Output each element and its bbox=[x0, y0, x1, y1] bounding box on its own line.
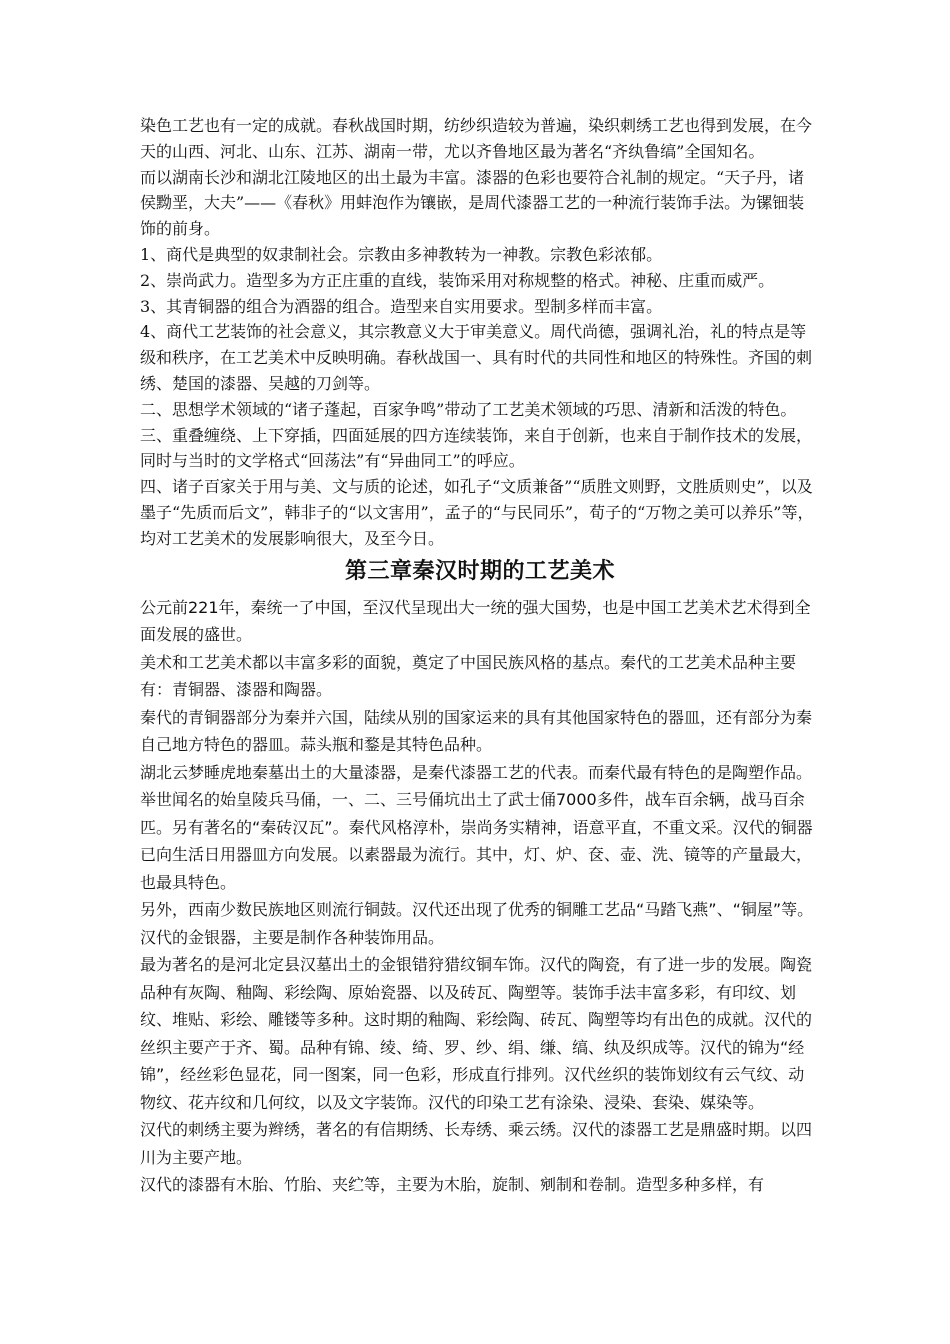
list-item: 2、崇尚武力。造型多为方正庄重的直线，装饰采用对称规整的格式。神秘、庄重而威严。 bbox=[140, 270, 775, 290]
paragraph: 汉代的漆器有木胎、竹胎、夹纻等，主要为木胎，旋制、剜制和卷制。造型多种多样，有 bbox=[140, 1175, 765, 1195]
paragraph: 汉代的刺绣主要为辫绣，著名的有信期绣、长寿绣、乘云绣。汉代的漆器工艺是鼎盛时期。以四川为主要产地。 bbox=[140, 1120, 813, 1167]
list-item: 4、商代工艺装饰的社会意义，其宗教意义大于审美意义。周代尚德，强调礼治，礼的特点是等级和秩序，在工艺美术中反映明确。春秋战国一、具有时代的共同性和地区的特殊性。齐国的刺绣、楚国的漆器、吴越的刀剑等。 bbox=[140, 322, 813, 393]
section-pre-chapter bbox=[140, 113, 820, 552]
list-item: 二、思想学术领域的“诸子蓬起，百家争鸣”带动了工艺美术领域的巧思、清新和活泼的特色。 bbox=[140, 399, 797, 419]
paragraph: 最为著名的是河北定县汉墓出土的金银错狩猎纹铜车饰。汉代的陶瓷，有了进一步的发展。陶瓷品种有灰陶、釉陶、彩绘陶、原始瓷器、以及砖瓦、陶塑等。装饰手法丰富多彩，有印纹、划纹、堆贴、彩绘、雕镂等多种。这时期的釉陶、彩绘陶、砖瓦、陶塑等均有出色的成就。汉代的丝织主要产于齐、蜀。品种有锦、绫、绮、罗、纱、绢、缣、缟、纨及织成等。汉代的锦为“经锦”，经丝彩色显花，同一图案，同一色彩，形成直行排列。汉代丝织的装饰划纹有云气纹、动物纹、花卉纹和几何纹，以及文字装饰。汉代的印染工艺有涂染、浸染、套染、媒染等。 bbox=[140, 955, 813, 1112]
paragraph: 而以湖南长沙和湖北江陵地区的出土最为丰富。漆器的色彩也要符合礼制的规定。“天子丹，诸侯黝垩，大夫”——《春秋》用蚌泡作为镶嵌，是周代漆器工艺的一种流行装饰手法。为镙钿装饰的前身。 bbox=[140, 167, 805, 239]
list-item: 3、其青铜器的组合为酒器的组合。造型来自实用要求。型制多样而丰富。 bbox=[140, 296, 663, 316]
list-item: 三、重叠缠绕、上下穿插，四面延展的四方连续装饰，来自于创新，也来自于制作技术的发展，同时与当时的文学格式“回荡法”有“异曲同工”的呼应。 bbox=[140, 425, 813, 471]
list-item: 四、诸子百家关于用与美、文与质的论述，如孔子“文质兼备”“质胜文则野，文胜质则史”，以及墨子“先质而后文”，韩非子的“以文害用”，孟子的“与民同乐”，荀子的“万物之美可以养乐”等，均对工艺美术的发展影响很大，及至今日。 bbox=[140, 477, 814, 548]
paragraph: 湖北云梦睡虎地秦墓出土的大量漆器，是秦代漆器工艺的代表。而秦代最有特色的是陶塑作品。举世闻名的始皇陵兵马俑，一、二、三号俑坑出土了武士俑7000多件，战车百余辆，战马百余匹。另有著名的“秦砖汉瓦”。秦代风格淳朴，崇尚务实精神，语意平直，不重文采。汉代的铜器已向生活日用器皿方向发展。以素器最为流行。其中，灯、炉、奁、壶、洗、镜等的产量最大，也最具特色。 bbox=[140, 762, 813, 892]
section-chapter-3 bbox=[140, 594, 820, 1199]
chapter-title: 第三章秦汉时期的工艺美术 bbox=[344, 557, 615, 584]
document-page bbox=[140, 113, 820, 1199]
paragraph: 染色工艺也有一定的成就。春秋战国时期，纺纱织造较为普遍，染织刺绣工艺也得到发展，在今天的山西、河北、山东、江苏、湖南一带，尤以齐鲁地区最为著名“齐纨鲁缟”全国知名。 bbox=[140, 116, 813, 161]
paragraph: 另外，西南少数民族地区则流行铜鼓。汉代还出现了优秀的铜雕工艺品“马踏飞燕”、“铜屋”等。汉代的金银器，主要是制作各种装饰用品。 bbox=[140, 900, 814, 947]
list-item: 1、商代是典型的奴隶制社会。宗教由多神教转为一神教。宗教色彩浓郁。 bbox=[140, 244, 663, 264]
paragraph: 公元前221年，秦统一了中国，至汉代呈现出大一统的强大国势，也是中国工艺美术艺术得到全面发展的盛世。 bbox=[140, 597, 811, 645]
paragraph: 美术和工艺美术都以丰富多彩的面貌，奠定了中国民族风格的基点。秦代的工艺美术品种主要有：青铜器、漆器和陶器。 bbox=[140, 652, 797, 700]
paragraph: 秦代的青铜器部分为秦并六国，陆续从别的国家运来的具有其他国家特色的器皿，还有部分为秦自己地方特色的器皿。蒜头瓶和鍪是其特色品种。 bbox=[140, 707, 813, 755]
